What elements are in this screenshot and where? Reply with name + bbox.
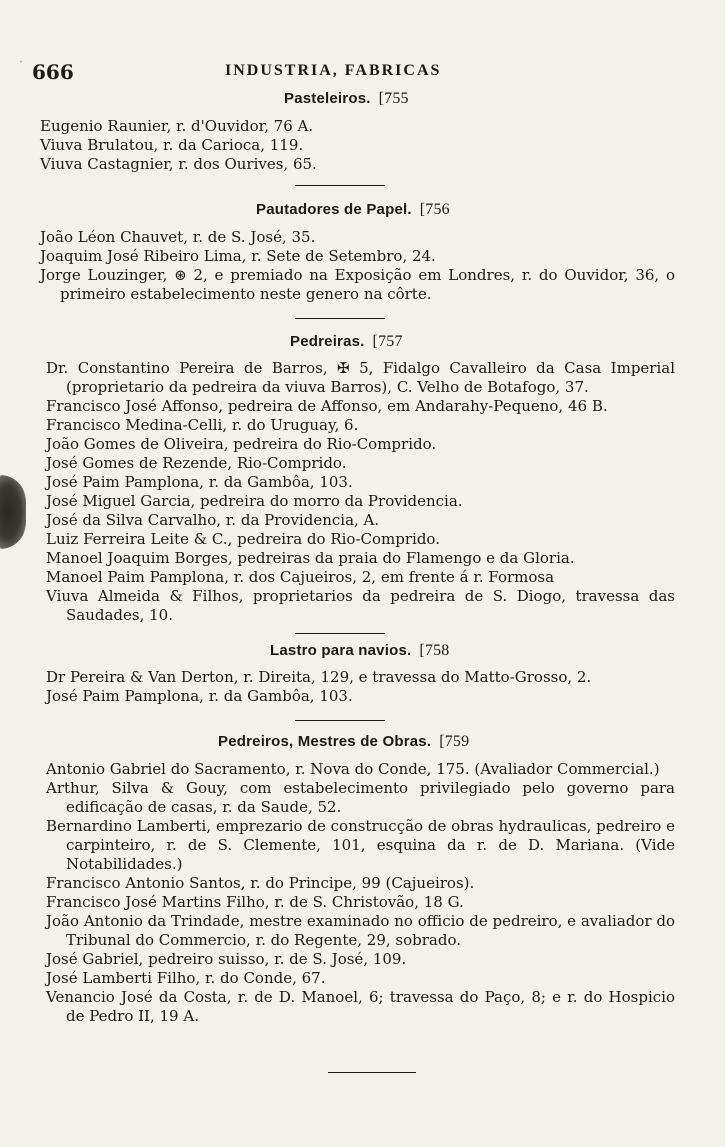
list-item: José Paim Pamplona, r. da Gambôa, 103. xyxy=(46,473,353,491)
list-item: Venancio José da Costa, r. de D. Manoel, 6; travessa do Paço, 8; e r. do Hospicio de Pedro II, 19 A. xyxy=(46,988,675,1025)
list-item: Viuva Almeida & Filhos, proprietarios da pedreira de S. Diogo, travessa das Saudades, 10. xyxy=(46,587,675,624)
section-title: Pautadores de Papel. xyxy=(256,201,412,218)
list-item: Arthur, Silva & Gouy, com estabelecimento privilegiado pelo governo para edificação de casas, r. da Saude, 52. xyxy=(46,779,675,816)
section-heading xyxy=(0,88,725,110)
list-item: José Gabriel, pedreiro suisso, r. de S. José, 109. xyxy=(46,950,407,968)
list-item: Luiz Ferreira Leite & C., pedreira do Rio-Comprido. xyxy=(46,530,440,548)
section-title: Pasteleiros. xyxy=(284,90,371,107)
list-item: Francisco Antonio Santos, r. do Principe, 99 (Cajueiros). xyxy=(46,874,475,892)
section-title: Lastro para navios. xyxy=(270,642,412,659)
section-heading xyxy=(0,731,725,753)
list-item: Joaquim José Ribeiro Lima, r. Sete de Setembro, 24. xyxy=(40,247,436,265)
list-item: Manoel Joaquim Borges, pedreiras da praia do Flamengo e da Gloria. xyxy=(46,549,575,567)
list-item: José Miguel Garcia, pedreira do morro da Providencia. xyxy=(46,492,463,510)
list-item: Francisco Medina-Celli, r. do Uruguay, 6. xyxy=(46,416,359,434)
list-item: Eugenio Raunier, r. d'Ouvidor, 76 A. xyxy=(40,117,314,135)
section-title: Pedreiros, Mestres de Obras. xyxy=(218,733,432,750)
list-item: Francisco José Affonso, pedreira de Affonso, em Andarahy-Pequeno, 46 B. xyxy=(46,397,608,415)
list-item: Jorge Louzinger, ⊛ 2, e premiado na Exposição em Londres, r. do Ouvidor, 36, o primeiro estabelecimento neste genero na côrte. xyxy=(40,266,675,303)
section-heading xyxy=(0,640,725,662)
list-item: Manoel Paim Pamplona, r. dos Cajueiros, 2, em frente á r. Formosa xyxy=(46,568,555,586)
section-divider xyxy=(295,633,385,634)
list-item: Francisco José Martins Filho, r. de S. Christovão, 18 G. xyxy=(46,893,464,911)
list-item: Dr Pereira & Van Derton, r. Direita, 129, e travessa do Matto-Grosso, 2. xyxy=(46,668,592,686)
section-number: [757 xyxy=(372,333,403,350)
margin-mark: · xyxy=(19,55,23,69)
section-pedreiras xyxy=(0,331,725,625)
section-heading xyxy=(0,199,725,221)
list-item: João Antonio da Trindade, mestre examinado no officio de pedreiro, e avaliador do Tribunal do Commercio, r. do Regente, 29, sobrado. xyxy=(46,912,675,949)
list-item: Dr. Constantino Pereira de Barros, ✠ 5, Fidalgo Cavalleiro da Casa Imperial (proprietario da pedreira da viuva Barros), C. Velho de Botafogo, 37. xyxy=(46,359,675,396)
section-heading xyxy=(0,331,725,353)
section-title: Pedreiras. xyxy=(290,333,365,350)
list-item: Bernardino Lamberti, emprezario de construcção de obras hydraulicas, pedreiro e carpinteiro, r. de S. Clemente, 101, esquina da r. de D. Mariana. (Vide Notabilidades.) xyxy=(46,817,675,873)
page-number: 666 xyxy=(32,60,74,84)
list-item: Antonio Gabriel do Sacramento, r. Nova do Conde, 175. (Avaliador Commercial.) xyxy=(46,760,660,778)
section-number: [759 xyxy=(439,733,470,750)
section-divider xyxy=(295,185,385,186)
page-end-divider xyxy=(328,1072,416,1073)
list-item: José da Silva Carvalho, r. da Providencia, A. xyxy=(46,511,380,529)
section-divider xyxy=(295,318,385,319)
list-item: José Paim Pamplona, r. da Gambôa, 103. xyxy=(46,687,353,705)
list-item: Viuva Brulatou, r. da Carioca, 119. xyxy=(40,136,304,154)
running-head xyxy=(0,58,725,82)
list-item: José Gomes de Rezende, Rio-Comprido. xyxy=(46,454,347,472)
list-item: João Léon Chauvet, r. de S. José, 35. xyxy=(40,228,316,246)
section-number: [755 xyxy=(378,90,409,107)
section-number: [756 xyxy=(419,201,450,218)
section-pasteleiros xyxy=(0,88,725,174)
section-divider xyxy=(295,720,385,721)
list-item: José Lamberti Filho, r. do Conde, 67. xyxy=(46,969,326,987)
section-number: [758 xyxy=(419,642,450,659)
section-lastro xyxy=(0,640,725,706)
running-title: INDUSTRIA, FABRICAS xyxy=(225,62,442,79)
section-pedreiros xyxy=(0,731,725,1026)
section-pautadores xyxy=(0,199,725,304)
list-item: João Gomes de Oliveira, pedreira do Rio-Comprido. xyxy=(46,435,437,453)
list-item: Viuva Castagnier, r. dos Ourives, 65. xyxy=(40,155,317,173)
